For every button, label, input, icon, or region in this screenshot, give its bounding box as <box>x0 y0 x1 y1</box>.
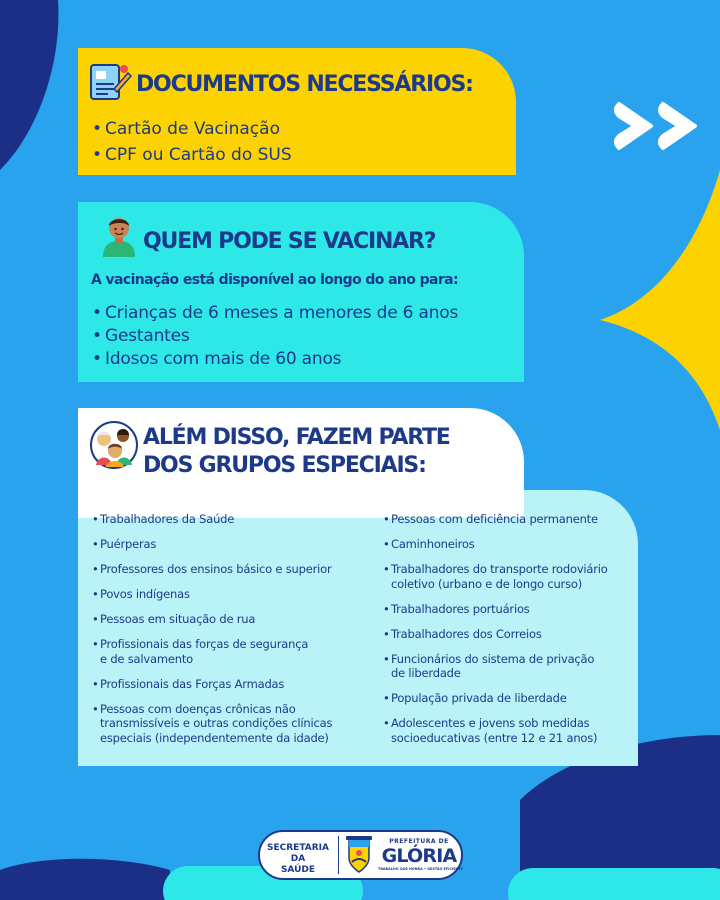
list-item: • Professores dos ensinos básico e superior <box>92 562 332 577</box>
list-item: • Trabalhadores do transporte rodoviário coletivo (urbano e de longo curso) <box>383 562 608 591</box>
grupos-title-line2: DOS GRUPOS ESPECIAIS: <box>143 453 426 478</box>
footer-divider <box>338 836 339 874</box>
secretaria-line2: SAÚDE <box>280 865 316 875</box>
quem-title: QUEM PODE SE VACINAR? <box>143 229 436 254</box>
list-item: • Funcionários do sistema de privação de liberdade <box>383 652 608 681</box>
list-item: • Adolescentes e jovens sob medidas socioeducativas (entre 12 e 21 anos) <box>383 716 608 745</box>
list-item: • Profissionais das forças de segurança e de salvamento <box>92 637 332 666</box>
cidade-name: GLÓRIA <box>381 845 457 867</box>
grupos-left-column <box>92 512 332 745</box>
list-item: • CPF ou Cartão do SUS <box>92 142 292 168</box>
list-item: • Trabalhadores da Saúde <box>92 512 332 527</box>
secretaria-logo-text <box>262 843 334 876</box>
list-item: • Trabalhadores portuários <box>383 602 608 617</box>
prefeitura-label: PREFEITURA DE <box>389 838 449 845</box>
documentos-list <box>92 116 292 168</box>
list-item: • Cartão de Vacinação <box>92 116 292 142</box>
city-crest-icon <box>344 836 374 874</box>
list-item: • Pessoas com doenças crônicas não transmissíveis e outras condições clínicas especiais (independentemente da idade) <box>92 702 332 746</box>
grupos-right-column <box>383 512 608 745</box>
list-item: • Caminhoneiros <box>383 537 608 552</box>
quem-intro: A vacinação está disponível ao longo do ano para: <box>91 272 459 288</box>
document-icon <box>88 61 132 103</box>
grupos-title <box>143 424 450 480</box>
people-group-icon <box>90 421 138 469</box>
list-item: • Trabalhadores dos Correios <box>383 627 608 642</box>
list-item: • Puérperas <box>92 537 332 552</box>
list-item: • Povos indígenas <box>92 587 332 602</box>
documentos-title: DOCUMENTOS NECESSÁRIOS: <box>136 72 473 97</box>
double-chevron-right-icon <box>613 98 705 154</box>
list-item: • Gestantes <box>92 325 458 348</box>
list-item: • Pessoas com deficiência permanente <box>383 512 608 527</box>
person-icon <box>100 213 138 257</box>
secretaria-line1: SECRETARIA DA <box>267 843 329 864</box>
grupos-title-line1: ALÉM DISSO, FAZEM PARTE <box>143 425 450 450</box>
list-item: • Idosos com mais de 60 anos <box>92 348 458 371</box>
list-item: • Profissionais das Forças Armadas <box>92 677 332 692</box>
list-item: • População privada de liberdade <box>383 691 608 706</box>
list-item: • Crianças de 6 meses a menores de 6 anos <box>92 302 458 325</box>
slogan: TRABALHO QUE HONRA • GESTÃO EFICIENTE <box>378 867 463 871</box>
quem-list <box>92 302 458 371</box>
list-item: • Pessoas em situação de rua <box>92 612 332 627</box>
